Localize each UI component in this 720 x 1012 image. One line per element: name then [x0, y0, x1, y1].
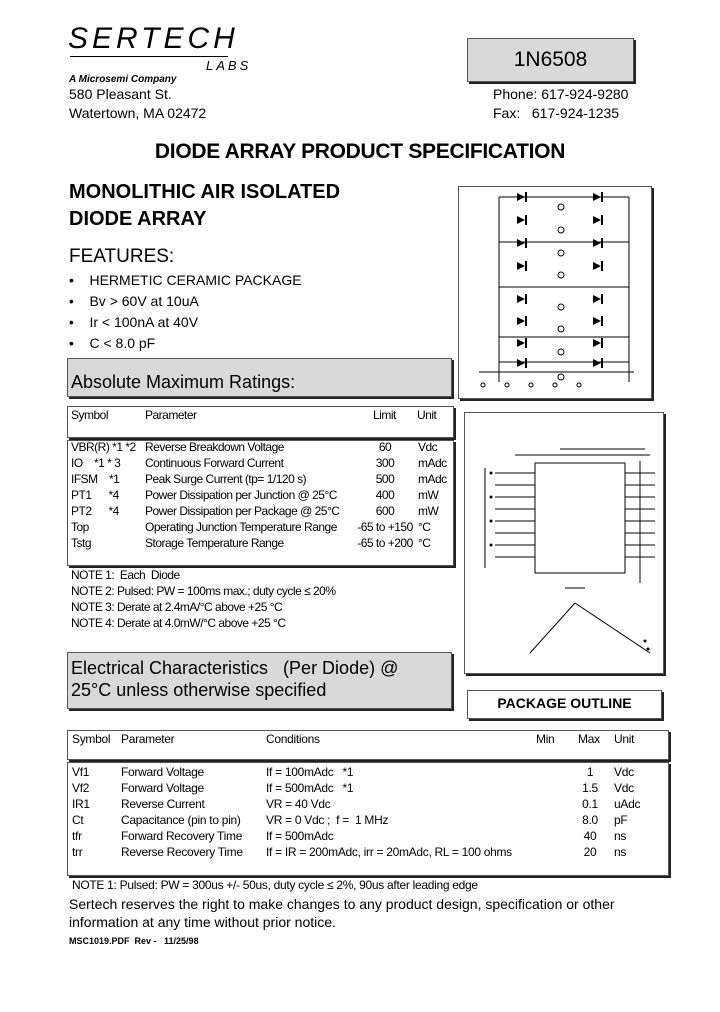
- part-number: 1N6508: [513, 48, 588, 71]
- table-row: Tstg Storage Temperature Range -65 to +200 °C: [71, 536, 431, 550]
- phone: Phone: 617-924-9280: [493, 86, 629, 102]
- company-tag: A Microsemi Company: [69, 74, 177, 85]
- col-max: Max: [578, 732, 600, 746]
- feature-item: • Bv > 60V at 10uA: [69, 293, 199, 309]
- abs-max-notes: [71, 568, 336, 632]
- feature-item: • C < 8.0 pF: [69, 335, 156, 351]
- table-row: VBR(R) *1 *2 Reverse Breakdown Voltage 60 Vdc: [71, 440, 438, 454]
- table-row: IR1 Reverse Current VR = 40 Vdc 0.1 uAdc: [72, 797, 641, 811]
- doc-title: DIODE ARRAY PRODUCT SPECIFICATION: [154, 140, 566, 163]
- logo-main-text: SERTECH: [68, 22, 239, 55]
- note-line: NOTE 3: Derate at 2.4mA/°C above +25 °C: [71, 600, 283, 614]
- product-line2: DIODE ARRAY: [69, 208, 207, 230]
- table-row: PT1 *4 Power Dissipation per Junction @ 25°C 400 mW: [71, 488, 439, 502]
- feature-item: • Ir < 100nA at 40V: [69, 314, 199, 330]
- col-limit: Limit: [373, 408, 396, 422]
- features-heading: FEATURES:: [69, 246, 175, 267]
- feature-item: • HERMETIC CERAMIC PACKAGE: [69, 272, 302, 288]
- elec-header-row: [72, 732, 662, 746]
- col-parameter: Parameter: [121, 732, 175, 746]
- address-line2: Watertown, MA 02472: [69, 105, 207, 121]
- abs-max-header-row: [71, 408, 451, 422]
- note-line: NOTE 2: Pulsed: PW = 100ms max.; duty cycle ≤ 20%: [71, 584, 336, 598]
- table-row: IO *1 * 3 Continuous Forward Current 300 mAdc: [71, 456, 447, 470]
- package-drawing: [464, 412, 664, 674]
- col-unit: Unit: [417, 408, 437, 422]
- package-outline-drawing: [465, 413, 663, 673]
- abs-max-heading: Absolute Maximum Ratings:: [71, 372, 296, 392]
- note-line: NOTE 4: Derate at 4.0mW/°C above +25 °C: [71, 616, 286, 630]
- package-outline-label: PACKAGE OUTLINE: [497, 695, 632, 711]
- table-row: trr Reverse Recovery Time If = IR = 200mAdc, irr = 20mAdc, RL = 100 ohms 20 ns: [72, 845, 627, 859]
- diode-array-schematic: [459, 187, 651, 398]
- disclaimer-line2: information at any time without prior notice.: [69, 914, 336, 930]
- table-row: tfr Forward Recovery Time If = 500mAdc 40 ns: [72, 829, 627, 843]
- note-line: NOTE 1: Each Diode: [71, 568, 180, 582]
- disclaimer-line1: Sertech reserves the right to make changes to any product design, specification or other: [69, 896, 615, 912]
- part-number-box: [467, 38, 634, 82]
- table-row: PT2 *4 Power Dissipation per Package @ 25°C 600 mW: [71, 504, 439, 518]
- elec-note: NOTE 1: Pulsed: PW = 300us +/- 50us, duty cycle ≤ 2%, 90us after leading edge: [72, 878, 478, 892]
- table-row: Vf1 Forward Voltage If = 100mAdc *1 1 Vdc: [72, 765, 634, 779]
- footer-docid: MSC1019.PDF Rev - 11/25/98: [69, 936, 199, 946]
- logo-sub-text: LABS: [206, 58, 252, 73]
- product-line1: MONOLITHIC AIR ISOLATED: [69, 181, 341, 203]
- fax: Fax: 617-924-1235: [493, 105, 620, 121]
- package-outline-box: [467, 690, 662, 719]
- logo-underline: [70, 56, 228, 57]
- table-row: Vf2 Forward Voltage If = 500mAdc *1 1.5 Vdc: [72, 781, 634, 795]
- table-row: Top Operating Junction Temperature Range -65 to +150 °C: [71, 520, 431, 534]
- elec-heading-line2: 25°C unless otherwise specified: [71, 680, 327, 700]
- abs-max-heading-box: [67, 358, 452, 397]
- col-min: Min: [536, 732, 555, 746]
- table-row: Ct Capacitance (pin to pin) VR = 0 Vdc ; f = 1 MHz 8.0 pF: [72, 813, 628, 827]
- col-symbol: Symbol: [72, 732, 111, 746]
- col-parameter: Parameter: [145, 408, 197, 422]
- elec-heading-box: [67, 652, 452, 709]
- address-line1: 580 Pleasant St.: [69, 86, 172, 102]
- schematic-diagram: [458, 186, 652, 399]
- company-logo: [68, 22, 258, 78]
- table-row: IFSM *1 Peak Surge Current (tp= 1/120 s) 500 mAdc: [71, 472, 447, 486]
- col-unit: Unit: [614, 732, 635, 746]
- col-symbol: Symbol: [71, 408, 109, 422]
- col-conditions: Conditions: [266, 732, 320, 746]
- elec-heading-line1: Electrical Characteristics (Per Diode) @: [71, 658, 399, 678]
- features-list: [69, 272, 302, 356]
